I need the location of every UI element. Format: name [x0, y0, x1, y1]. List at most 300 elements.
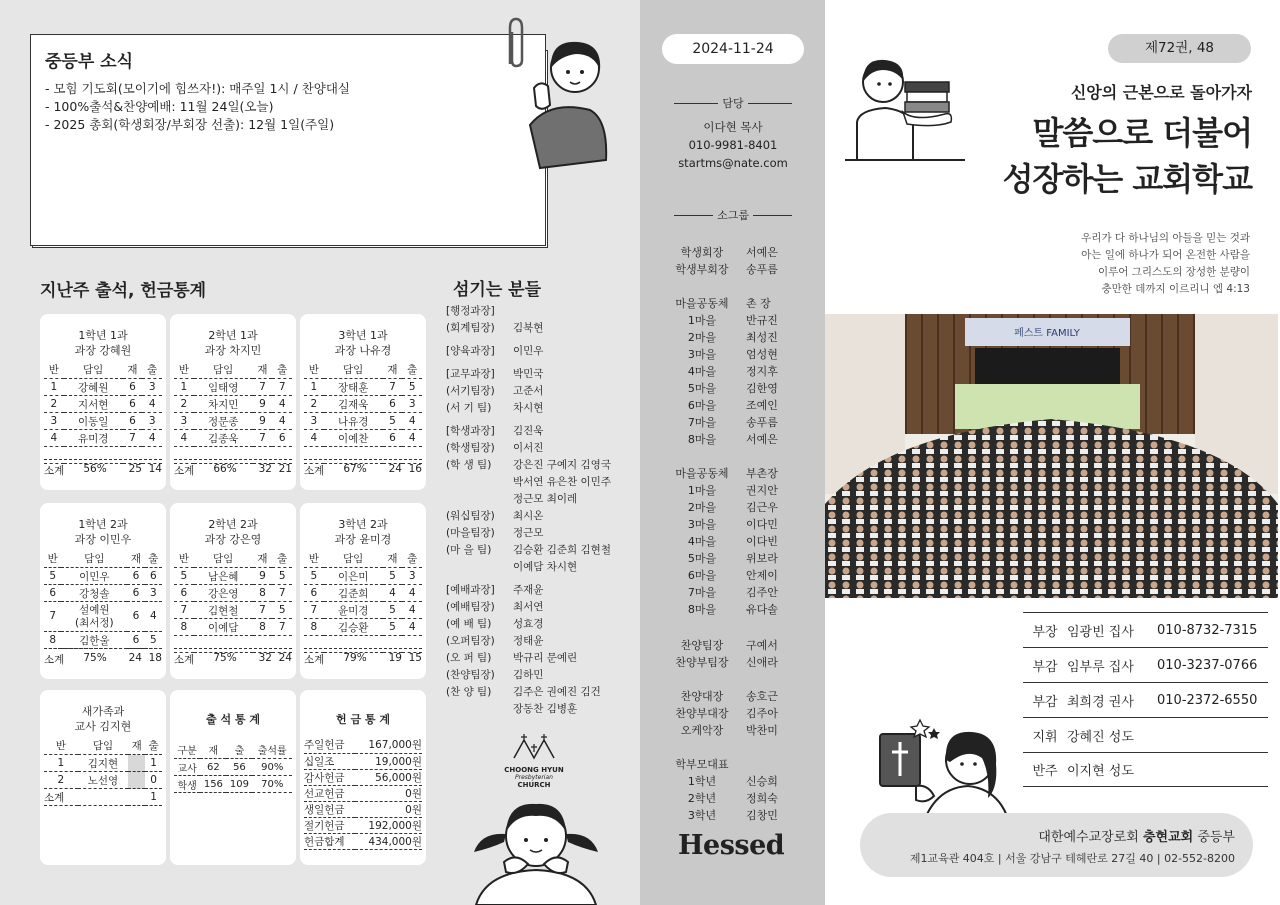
table-cell: 이은미: [324, 568, 383, 585]
server-names: 정근모 최이레: [513, 493, 578, 505]
table-cell: 주일헌금: [304, 737, 355, 753]
col-header: 출: [142, 361, 162, 379]
class-card: [40, 314, 166, 490]
table-cell: 4: [272, 396, 292, 413]
class-summary: [44, 459, 162, 478]
server-names: 김진욱: [513, 425, 544, 437]
class-table: [304, 361, 422, 464]
table-cell: 5: [383, 413, 403, 430]
smallgroup-row: [658, 756, 808, 772]
col-header: 담임: [324, 361, 383, 379]
table-cell: 노선영: [78, 772, 129, 789]
contact-role: 부감: [1032, 694, 1058, 710]
col-header: 담임: [64, 361, 123, 379]
table-cell: 4: [145, 602, 162, 632]
col-header: 재: [128, 737, 145, 755]
table-cell: 1: [44, 379, 64, 396]
smallgroup-label: 8마을: [687, 603, 717, 616]
smallgroup-label: 1마을: [687, 484, 717, 497]
table-cell: 김승환: [324, 619, 383, 636]
table-cell: 강청솔: [61, 585, 127, 602]
server-role: (학 생 팀): [446, 459, 492, 471]
class-card: [300, 314, 426, 490]
contact-name: 최희경 권사: [1067, 694, 1134, 710]
smallgroup-value: 박찬미: [746, 724, 778, 737]
server-group: [446, 343, 636, 360]
server-row: [446, 303, 636, 320]
table-cell: 62: [200, 759, 226, 776]
col-header: 출: [272, 361, 292, 379]
footer-church: [1010, 826, 1235, 845]
smallgroup-row: [658, 346, 808, 362]
server-names: 주재윤: [513, 584, 544, 596]
server-role: (마 을 팀): [446, 544, 492, 556]
table-cell: 윤미경: [324, 602, 383, 619]
newfamily-title: 새가족과: [81, 705, 125, 718]
table-cell: 192,000원: [355, 817, 422, 833]
smallgroup-label: 7마을: [687, 416, 717, 429]
smallgroup-label: 1학년: [687, 775, 717, 788]
table-cell: 4: [272, 413, 292, 430]
table-cell: 학생: [174, 776, 200, 793]
summary-cell: 소계: [304, 465, 325, 477]
table-cell: 7: [174, 602, 194, 619]
table-cell: [128, 772, 145, 789]
col-header: 반: [174, 550, 194, 568]
col-header: 구분: [174, 741, 200, 759]
subtitle: 신앙의 근본으로 돌아가자: [1070, 83, 1252, 102]
table-cell: 십일조: [304, 753, 355, 769]
church-logo: [504, 732, 564, 789]
col-header: 출: [402, 550, 422, 568]
server-names: 정태윤: [513, 635, 544, 647]
server-group: [446, 582, 636, 718]
news-line: - 100%출석&찬양예배: 11월 24일(오늘): [45, 99, 274, 114]
table-cell: 6: [127, 602, 144, 632]
server-names: 김주은 권예진 김건: [513, 686, 601, 698]
summary-cell: 21: [278, 463, 292, 475]
server-role: (워십팀장): [446, 510, 495, 522]
server-row: [446, 440, 636, 457]
table-cell: 교사: [174, 759, 200, 776]
table-cell: 이민우: [61, 568, 127, 585]
table-cell: 생일헌금: [304, 801, 355, 817]
class-leader: 과장 윤미경: [334, 533, 392, 546]
col-header: 담임: [194, 361, 253, 379]
smallgroup-label: 6마을: [687, 399, 717, 412]
contact-phone: 010-3237-0766: [1157, 657, 1258, 673]
table-cell: 지서현: [64, 396, 123, 413]
table-cell: 6: [44, 585, 61, 602]
class-title: 1학년 2과: [78, 518, 128, 531]
server-row: [446, 491, 636, 508]
footer-pill: [860, 813, 1253, 877]
smallgroup-value: 최성진: [746, 331, 778, 344]
table-cell: 4: [402, 430, 422, 447]
col-header: 반: [44, 361, 64, 379]
table-cell: 3: [142, 379, 162, 396]
table-cell: 1: [145, 755, 162, 772]
main-title: [925, 110, 1252, 202]
server-role: [행정과장]: [446, 305, 495, 317]
table-cell: 70%: [252, 776, 292, 793]
table-cell: [78, 789, 129, 806]
table-cell: 6: [123, 379, 143, 396]
summary-cell: 18: [148, 652, 162, 664]
table-cell: 8: [174, 619, 194, 636]
verse-line: 이루어 그리스도의 장성한 분량이: [1097, 266, 1250, 278]
table-cell: 선교헌금: [304, 785, 355, 801]
class-summary: [174, 648, 292, 667]
table-cell: 2: [174, 396, 194, 413]
server-names: 최서연: [513, 601, 544, 613]
summary-cell: 24: [128, 652, 142, 664]
table-cell: 8: [304, 619, 324, 636]
col-header: 반: [174, 361, 194, 379]
server-names: 김승환 김준희 김현철: [513, 544, 611, 556]
table-cell: 1: [145, 789, 162, 806]
class-leader: 과장 나유경: [334, 344, 392, 357]
table-cell: 5: [272, 568, 292, 585]
col-header: 담임: [78, 737, 129, 755]
smallgroup-value: 김한영: [746, 382, 778, 395]
server-row: [446, 650, 636, 667]
table-cell: 7: [123, 430, 143, 447]
table-cell: 4: [402, 585, 422, 602]
contact-role: 부감: [1032, 659, 1058, 675]
server-row: [446, 684, 636, 701]
table-cell: 56,000원: [355, 769, 422, 785]
smallgroup-row: [658, 807, 808, 823]
table-cell: 이예찬: [324, 430, 383, 447]
class-title: 3학년 2과: [338, 518, 388, 531]
smallgroup-label: 찬양팀장: [680, 639, 724, 652]
table-cell: 9: [253, 413, 273, 430]
class-card: [40, 503, 166, 679]
smallgroup-row: [658, 295, 808, 311]
server-row: [446, 474, 636, 491]
smallgroup-label: 찬양부대장: [675, 707, 729, 720]
smallgroup-row: [658, 705, 808, 721]
table-cell: 7: [253, 379, 273, 396]
smallgroup-row: [658, 550, 808, 566]
smallgroup-label: 3마을: [687, 518, 717, 531]
smallgroup-value: 조예인: [746, 399, 778, 412]
smallgroup-row: [658, 637, 808, 653]
pastor-title: 담당: [722, 97, 744, 110]
summary-cell: 75%: [83, 652, 107, 664]
smallgroup-value: 김주안: [746, 586, 778, 599]
table-cell: [128, 755, 145, 772]
table-cell: 434,000원: [355, 833, 422, 849]
table-cell: 7: [253, 602, 273, 619]
smallgroup-label: 6마을: [687, 569, 717, 582]
table-cell: 6: [127, 568, 144, 585]
table-cell: 4: [142, 430, 162, 447]
table-cell: 차지민: [194, 396, 253, 413]
table-cell: 3: [402, 396, 422, 413]
smallgroup-row: [658, 773, 808, 789]
server-names: 박서연 유은찬 이민주: [513, 476, 611, 488]
server-role: (서기팀장): [446, 385, 495, 397]
table-cell: 5: [383, 568, 403, 585]
table-cell: 0원: [355, 785, 422, 801]
thinking-boy-illustration: [520, 30, 615, 170]
server-names: 이서진: [513, 442, 544, 454]
smallgroup-value: 이다빈: [746, 535, 778, 548]
table-cell: 7: [44, 602, 61, 632]
server-row: [446, 616, 636, 633]
smallgroup-value: 정지후: [746, 365, 778, 378]
pastor-name: 이다현 목사: [703, 120, 763, 134]
smallgroup-row: [658, 654, 808, 670]
table-cell: 김준희: [324, 585, 383, 602]
smallgroup-row: [658, 363, 808, 379]
smallgroup-row: [658, 431, 808, 447]
server-group: [446, 366, 636, 417]
offering-card: [300, 690, 426, 865]
class-summary: [44, 648, 162, 667]
verse-line: 우리가 다 하나님의 아들을 믿는 것과: [1081, 232, 1250, 244]
table-cell: 김지현: [78, 755, 129, 772]
server-row: [446, 582, 636, 599]
attendance-card: [170, 690, 296, 865]
col-header: 출: [402, 361, 422, 379]
table-cell: 6: [174, 585, 194, 602]
smallgroup-row: [658, 533, 808, 549]
server-row: [446, 383, 636, 400]
offering-table: [304, 737, 422, 850]
class-leader: 과장 강혜원: [74, 344, 132, 357]
server-group: [446, 423, 636, 576]
verse-line: 아는 일에 하나가 되어 온전한 사람을: [1081, 249, 1250, 261]
server-names: 김하민: [513, 669, 544, 681]
bible-verse: [1050, 230, 1250, 298]
class-summary: [304, 459, 422, 478]
col-header: 반: [304, 550, 324, 568]
server-role: (예 배 팀): [446, 618, 492, 630]
smallgroup-label: 1마을: [687, 314, 717, 327]
table-cell: 감사헌금: [304, 769, 355, 785]
server-role: (학생팀장): [446, 442, 495, 454]
summary-cell: 66%: [213, 463, 237, 475]
table-cell: 5: [145, 632, 162, 649]
table-cell: 1: [304, 379, 324, 396]
table-cell: 5: [174, 568, 194, 585]
contact-row: [1023, 752, 1268, 787]
summary-cell: 75%: [213, 652, 237, 664]
pastor-divider-title: [674, 95, 792, 111]
smallgroup-value: 안제이: [746, 569, 778, 582]
contact-phone: 010-2372-6550: [1157, 692, 1258, 708]
staff-contacts: [1023, 612, 1268, 787]
table-cell: 2: [44, 396, 64, 413]
table-cell: 7: [304, 602, 324, 619]
server-row: [446, 599, 636, 616]
table-cell: 이동일: [64, 413, 123, 430]
smallgroup-row: [658, 414, 808, 430]
table-cell: 유미경: [64, 430, 123, 447]
table-cell: 절기헌금: [304, 817, 355, 833]
server-row: [446, 667, 636, 684]
server-names: 강은진 구예지 김영국: [513, 459, 611, 471]
table-cell: 56: [226, 759, 252, 776]
table-cell: 6: [272, 430, 292, 447]
col-header: 담임: [194, 550, 253, 568]
smallgroup-label: 2마을: [687, 331, 717, 344]
smallgroup-label: 2학년: [687, 792, 717, 805]
class-table: [174, 550, 292, 653]
contact-name: 강혜진 성도: [1067, 729, 1134, 745]
servers-section-title: 섬기는 분들: [453, 280, 542, 300]
table-cell: 김현철: [194, 602, 253, 619]
table-cell: 4: [142, 396, 162, 413]
table-cell: 소계: [44, 789, 78, 806]
server-names: 김북현: [513, 322, 544, 334]
table-cell: 6: [127, 632, 144, 649]
server-row: [446, 457, 636, 474]
table-cell: 8: [44, 632, 61, 649]
smallgroup-label: 2마을: [687, 501, 717, 514]
group-photo-image: [825, 314, 1278, 598]
class-title: 2학년 2과: [208, 518, 258, 531]
class-summary: [174, 459, 292, 478]
server-names: 박민국: [513, 368, 544, 380]
news-line: - 2025 총회(학생회장/부회장 선출): 12월 1일(주일): [45, 117, 335, 132]
server-role: [446, 701, 513, 718]
smallgroup-row: [658, 567, 808, 583]
server-role: [학생과장]: [446, 425, 495, 437]
table-cell: 4: [402, 602, 422, 619]
summary-cell: 소계: [44, 654, 65, 666]
server-role: (오퍼팀장): [446, 635, 495, 647]
stats-section-title: 지난주 출석, 헌금통계: [40, 281, 207, 301]
server-role: [446, 491, 513, 508]
server-names: 성효경: [513, 618, 544, 630]
smallgroup-value: 신애라: [746, 656, 778, 669]
server-names: 박규리 문예린: [513, 652, 578, 664]
logo-line: CHOONG HYUN: [504, 766, 564, 774]
server-role: [양육과장]: [446, 345, 495, 357]
table-cell: 109: [226, 776, 252, 793]
class-table: [304, 550, 422, 653]
server-names: 이예담 차시현: [513, 561, 578, 573]
summary-cell: 소계: [44, 465, 65, 477]
server-row: [446, 423, 636, 440]
news-title: 중등부 소식: [45, 52, 134, 72]
smallgroup-value: 김창민: [746, 809, 778, 822]
server-role: [예배과장]: [446, 584, 495, 596]
table-cell: 0원: [355, 801, 422, 817]
smallgroup-row: [658, 790, 808, 806]
contact-row: [1023, 647, 1268, 682]
newfamily-teacher: 교사 김지현: [74, 720, 132, 733]
table-cell: 7: [272, 585, 292, 602]
contact-role: 부장: [1032, 624, 1058, 640]
server-row: [446, 525, 636, 542]
class-card: [300, 503, 426, 679]
table-cell: 6: [304, 585, 324, 602]
table-cell: 헌금합계: [304, 833, 355, 849]
smallgroup-row: [658, 244, 808, 260]
table-cell: 1: [174, 379, 194, 396]
smallgroup-value: 송푸름: [746, 263, 778, 276]
table-cell: 7: [383, 379, 403, 396]
smallgroup-label: 5마을: [687, 552, 717, 565]
table-cell: 5: [304, 568, 324, 585]
table-cell: 5: [272, 602, 292, 619]
pastor-info: [660, 118, 806, 172]
col-header: 재: [200, 741, 226, 759]
class-summary: [304, 648, 422, 667]
date-pill: 2024-11-24: [662, 34, 804, 64]
col-header: 출: [272, 550, 292, 568]
summary-cell: 79%: [343, 652, 367, 664]
table-cell: 1: [44, 755, 78, 772]
table-cell: 6: [383, 396, 403, 413]
smallgroup-row: [658, 722, 808, 738]
class-table: [44, 550, 162, 649]
summary-cell: 소계: [174, 465, 195, 477]
smallgroup-label: 학생부회장: [675, 263, 729, 276]
news-line: - 모힘 기도회(모이기에 힘쓰자!): 매주일 1시 / 찬양대실: [45, 81, 350, 96]
smallgroup-row: [658, 329, 808, 345]
table-cell: 5: [44, 568, 61, 585]
table-cell: 3: [402, 568, 422, 585]
class-card: [170, 503, 296, 679]
logo-line: Presbyterian: [515, 774, 553, 781]
contact-phone: 010-8732-7315: [1157, 622, 1258, 638]
server-names: 고준서: [513, 385, 544, 397]
table-cell: 6: [383, 430, 403, 447]
smallgroup-value: 김주아: [746, 707, 778, 720]
table-cell: 156: [200, 776, 226, 793]
smallgroup-label: 오케악장: [680, 724, 724, 737]
table-cell: 4: [304, 430, 324, 447]
smallgroup-label: 5마을: [687, 382, 717, 395]
class-table: [174, 361, 292, 464]
server-role: [446, 559, 513, 576]
class-leader: 과장 강은영: [204, 533, 262, 546]
class-card: [170, 314, 296, 490]
col-header: 출: [226, 741, 252, 759]
col-header: 담임: [324, 550, 383, 568]
group-divider-title: [674, 207, 792, 223]
col-header: 재: [253, 361, 273, 379]
server-names: 정근모: [513, 527, 544, 539]
contact-row: [1023, 717, 1268, 752]
summary-cell: 16: [408, 463, 422, 475]
table-cell: 4: [44, 430, 64, 447]
table-cell: 강혜원: [64, 379, 123, 396]
contact-role: 반주: [1032, 764, 1058, 779]
table-cell: 5: [402, 379, 422, 396]
smallgroup-value: 위보라: [746, 552, 778, 565]
table-cell: 임태영: [194, 379, 253, 396]
contact-row: [1023, 612, 1268, 647]
smallgroup-label: 3학년: [687, 809, 717, 822]
group-title: 소그룹: [717, 209, 749, 222]
attendance-table: [174, 741, 292, 793]
col-header: 재: [383, 550, 403, 568]
footer-address: 제1교육관 404호 | 서울 강남구 테헤란로 27길 40 | 02-552-8200: [909, 852, 1235, 865]
table-cell: 4: [383, 585, 403, 602]
volume-pill: 제72권, 48: [1108, 34, 1251, 63]
offering-title: 헌 금 통 계: [336, 713, 390, 726]
col-header: 출: [145, 550, 162, 568]
class-table: [44, 361, 162, 464]
hessed-brand: Hessed: [678, 830, 785, 861]
